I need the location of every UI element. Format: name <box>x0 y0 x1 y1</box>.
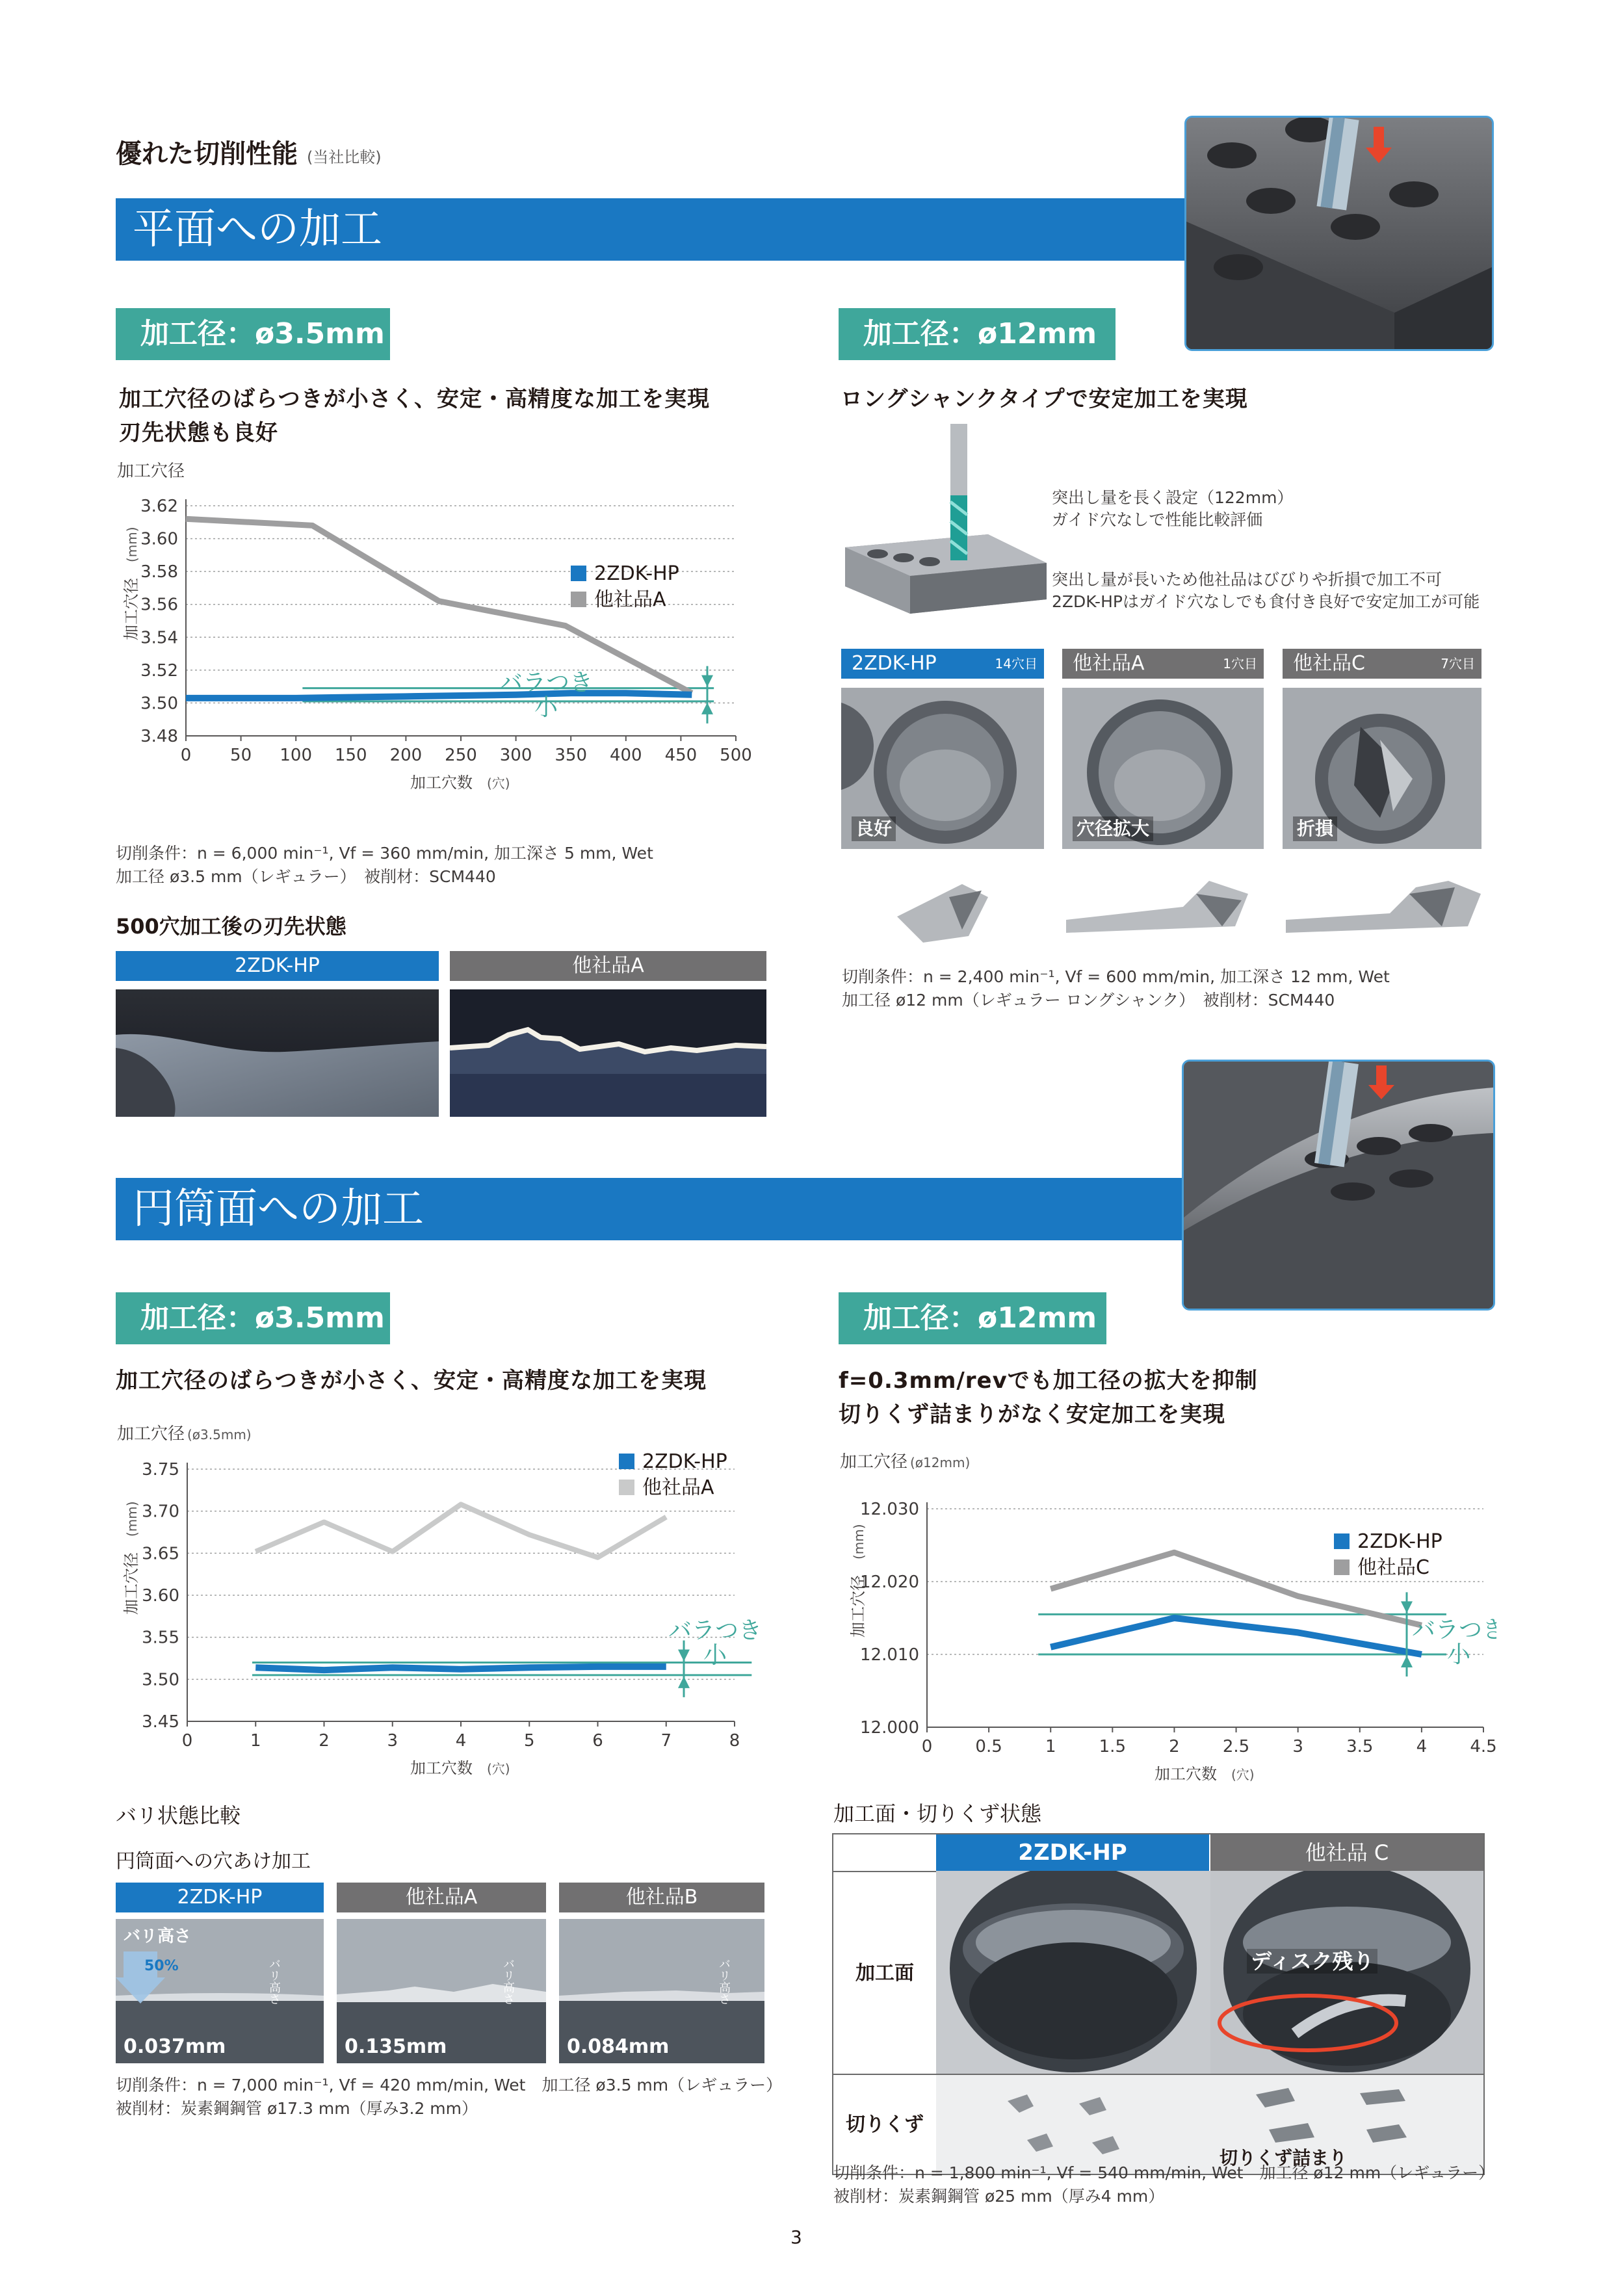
flat-small-cond-2: 加工径 ø3.5 mm（レギュラー） 被削材：SCM440 <box>116 867 496 886</box>
table-title: 加工面・切りくず状態 <box>833 1801 1042 1826</box>
page-title: 優れた切削性能 (当社比較) <box>116 139 382 169</box>
y-axis-unit: (mm) <box>124 527 140 562</box>
legend-swatch <box>1334 1559 1350 1575</box>
x-tick-label: 400 <box>609 746 642 765</box>
x-tick-label: 8 <box>729 1731 740 1751</box>
burr-header-other-a: 他社品A <box>337 1883 546 1912</box>
burr-value-other-b: 0.084mm <box>567 2035 670 2058</box>
tab-cyl-large: 加工径：ø12mm <box>839 1292 1106 1344</box>
legend-label: 2ZDK-HP <box>594 562 679 585</box>
x-axis-label: 加工穴数 <box>1155 1765 1217 1783</box>
table-corner <box>833 1834 936 1871</box>
y-tick-label: 3.60 <box>142 1586 179 1606</box>
cyl-small-chart-svg <box>111 1417 761 1781</box>
legend-swatch <box>1334 1533 1350 1549</box>
y-tick-label: 3.75 <box>142 1460 179 1480</box>
section-band-cylinder: 円筒面への加工 <box>116 1178 1188 1240</box>
burr-photo-other-b <box>559 1919 764 2063</box>
legend-label: 2ZDK-HP <box>642 1450 727 1473</box>
x-tick-label: 3.5 <box>1346 1737 1374 1756</box>
variation-arrow-head-bottom <box>1401 1656 1413 1667</box>
flat-small-cond-1: 切削条件：n = 6,000 min⁻¹, Vf = 360 mm/min, 加工深さ 5 mm, Wet <box>116 844 653 863</box>
cyl-large-cond-2: 被削材：炭素鋼鋼管 ø25 mm（厚み4 mm） <box>833 2187 1165 2206</box>
x-tick-label: 4 <box>455 1731 467 1751</box>
variation-arrow-head-top <box>701 675 713 687</box>
edge-header-2zdk: 2ZDK-HP <box>116 951 439 981</box>
x-axis-unit: (穴) <box>487 776 510 791</box>
y-tick-label: 12.000 <box>860 1718 919 1738</box>
y-tick-label: 3.55 <box>142 1628 179 1648</box>
y-tick-label: 3.54 <box>140 628 178 648</box>
legend-label: 他社品C <box>1357 1556 1429 1579</box>
burr-title: バリ状態比較 <box>116 1803 241 1828</box>
series-line-2ZDK-HP <box>255 1667 666 1670</box>
x-tick-label: 250 <box>445 746 477 765</box>
legend-label: 2ZDK-HP <box>1357 1530 1442 1553</box>
y-axis-label: 加工穴径 <box>122 1552 140 1615</box>
x-axis-label: 加工穴数 <box>410 1759 473 1777</box>
cyl-small-lead-1: 加工穴径のばらつきが小さく、安定・高精度な加工を実現 <box>116 1368 707 1394</box>
cyl-large-lead-2: 切りくず詰まりがなく安定加工を実現 <box>839 1402 1225 1428</box>
legend-label: 他社品A <box>642 1476 714 1499</box>
cyl-small-cond-1: 切削条件：n = 7,000 min⁻¹, Vf = 420 mm/min, Wet 加工径 ø3.5 mm（レギュラー） <box>116 2076 783 2094</box>
y-tick-label: 3.48 <box>140 727 178 746</box>
chart-title: 加工穴径 <box>840 1452 908 1472</box>
series-line-他社品A <box>255 1504 666 1557</box>
x-tick-label: 1.5 <box>1099 1737 1127 1756</box>
flat-large-lead-1: ロングシャンクタイプで安定加工を実現 <box>841 386 1248 412</box>
flat-large-note-1: 突出し量を長く設定（122mm） <box>1052 488 1294 507</box>
chip-jam-label: 切りくず詰まり <box>1220 2147 1348 2169</box>
y-axis-unit: (mm) <box>124 1501 140 1537</box>
legend-label: 他社品A <box>594 588 666 611</box>
legend-swatch <box>571 566 586 581</box>
variation-annotation-sub: 小 <box>703 1642 727 1669</box>
burr-reduction-pct: 50% <box>144 1958 179 1974</box>
x-tick-label: 6 <box>592 1731 603 1751</box>
x-tick-label: 200 <box>389 746 423 765</box>
result-table <box>832 1833 1485 2175</box>
disk-remaining-label: ディスク残り <box>1247 1949 1377 1974</box>
x-tick-label: 4.5 <box>1470 1737 1496 1756</box>
burr-value-2zdk: 0.037mm <box>124 2035 226 2058</box>
flat-large-note-4: 2ZDK-HPはガイド穴なしでも食付き良好で安定加工が可能 <box>1052 592 1480 611</box>
hole-photo-2zdk <box>841 688 1044 849</box>
x-axis-unit: (穴) <box>1231 1767 1255 1782</box>
y-axis-label: 加工穴径 <box>122 578 140 640</box>
burr-header-2zdk: 2ZDK-HP <box>116 1883 324 1912</box>
variation-annotation-sub: 小 <box>534 694 558 721</box>
x-axis-unit: (穴) <box>487 1761 510 1777</box>
x-tick-label: 2 <box>319 1731 330 1751</box>
table-header-2zdk: 2ZDK-HP <box>936 1834 1209 1871</box>
cyl-large-chart-svg <box>833 1446 1496 1784</box>
chart-title: 加工穴径 <box>117 1424 185 1444</box>
surface-photo-2zdk <box>936 1871 1210 2074</box>
x-tick-label: 350 <box>555 746 588 765</box>
y-tick-label: 3.45 <box>142 1712 179 1732</box>
hole-photo-other-a <box>1062 688 1264 849</box>
x-tick-label: 150 <box>334 746 367 765</box>
x-tick-label: 7 <box>660 1731 672 1751</box>
hole-photo-header-other-a: 他社品A 1穴目 <box>1062 649 1264 679</box>
hole-photo-header-other-c: 他社品C 7穴目 <box>1283 649 1481 679</box>
x-tick-label: 300 <box>499 746 532 765</box>
y-tick-label: 3.58 <box>140 562 178 582</box>
hole-photo-other-c <box>1283 688 1481 849</box>
edge-photo-other-a <box>450 989 766 1117</box>
hole-status-broken: 折損 <box>1293 816 1337 841</box>
cyl-large-lead-1: f=0.3mm/revでも加工径の拡大を抑制 <box>839 1368 1258 1394</box>
x-tick-label: 1 <box>250 1731 261 1751</box>
variation-annotation: バラつき <box>499 670 594 696</box>
x-tick-label: 5 <box>523 1731 535 1751</box>
tab-cyl-small: 加工径：ø3.5mm <box>116 1292 390 1344</box>
tab-flat-small: 加工径：ø3.5mm <box>116 308 390 360</box>
x-tick-label: 3 <box>387 1731 398 1751</box>
y-tick-label: 3.65 <box>142 1544 179 1564</box>
y-tick-label: 3.56 <box>140 595 178 615</box>
flat-small-chart-svg <box>111 455 761 845</box>
flat-small-lead-1: 加工穴径のばらつきが小さく、安定・高精度な加工を実現 <box>119 386 710 412</box>
row-label-surface: 加工面 <box>833 1871 936 2074</box>
page-number: 3 <box>790 2226 802 2248</box>
drill-tip-other-c <box>1286 868 1481 939</box>
drill-tip-2zdk <box>884 871 1001 943</box>
long-shank-illustration <box>839 424 1053 619</box>
hole-status-enlarged: 穴径拡大 <box>1073 816 1153 841</box>
cylinder-drill-illustration <box>1182 1060 1495 1311</box>
flat-drill-illustration <box>1184 116 1494 351</box>
variation-arrow-head-top <box>1401 1601 1413 1613</box>
y-tick-label: 12.030 <box>860 1500 919 1519</box>
variation-annotation: バラつき <box>1411 1617 1496 1643</box>
legend-swatch <box>571 592 586 607</box>
flat-large-cond-1: 切削条件：n = 2,400 min⁻¹, Vf = 600 mm/min, 加工深さ 12 mm, Wet <box>842 967 1390 986</box>
drill-tip-other-a <box>1066 868 1261 939</box>
y-tick-label: 12.020 <box>860 1572 919 1592</box>
y-tick-label: 3.60 <box>140 529 178 549</box>
y-axis-label: 加工穴径 <box>849 1575 867 1637</box>
edge-header-other-a: 他社品A <box>450 951 766 981</box>
cyl-large-cond-1: 切削条件：n = 1,800 min⁻¹, Vf = 540 mm/min, Wet 加工径 ø12 mm（レギュラー） <box>833 2163 1495 2182</box>
x-tick-label: 3 <box>1292 1737 1303 1756</box>
legend-swatch <box>619 1454 634 1469</box>
table-header-other-c: 他社品 C <box>1210 1834 1483 1871</box>
cyl-small-cond-2: 被削材：炭素鋼鋼管 ø17.3 mm（厚み3.2 mm） <box>116 2099 478 2118</box>
legend-swatch <box>619 1480 634 1495</box>
series-line-2ZDK-HP <box>1050 1618 1422 1654</box>
y-axis-unit: (mm) <box>851 1524 867 1559</box>
hole-status-good: 良好 <box>852 816 896 841</box>
surface-photo-other-c <box>1210 1871 1483 2074</box>
y-tick-label: 3.70 <box>142 1502 179 1522</box>
burr-mark-2zdk: バリ高さ <box>267 1958 281 2005</box>
burr-value-other-a: 0.135mm <box>345 2035 447 2058</box>
flat-large-note-2: ガイド穴なしで性能比較評価 <box>1052 510 1263 529</box>
x-tick-label: 100 <box>280 746 313 765</box>
variation-annotation: バラつき <box>668 1617 761 1644</box>
edge-title: 500穴加工後の刃先状態 <box>116 914 346 939</box>
y-tick-label: 3.62 <box>140 497 178 516</box>
tab-flat-large: 加工径：ø12mm <box>839 308 1116 360</box>
y-tick-label: 12.010 <box>860 1645 919 1665</box>
y-tick-label: 3.50 <box>140 694 178 714</box>
row-label-chips: 切りくず <box>833 2074 936 2174</box>
cyl-large-chart <box>833 1446 1496 1784</box>
y-tick-label: 3.50 <box>142 1670 179 1690</box>
x-tick-label: 0 <box>921 1737 933 1756</box>
burr-photo-other-a <box>337 1919 546 2063</box>
x-tick-label: 2 <box>1169 1737 1180 1756</box>
flat-small-chart <box>111 455 761 845</box>
chips-photo-2zdk <box>936 2074 1210 2174</box>
x-axis-label: 加工穴数 <box>410 774 473 792</box>
chart-title-note: (ø3.5mm) <box>187 1427 252 1442</box>
series-line-2ZDK-HP <box>186 693 692 698</box>
edge-photo-2zdk <box>116 989 439 1117</box>
x-tick-label: 1 <box>1045 1737 1056 1756</box>
variation-arrow-head-top <box>678 1649 690 1661</box>
y-tick-label: 3.52 <box>140 660 178 681</box>
hole-photo-header-2zdk: 2ZDK-HP 14穴目 <box>841 649 1044 679</box>
burr-height-label: バリ高さ <box>124 1927 192 1946</box>
x-tick-label: 500 <box>720 746 752 765</box>
x-tick-label: 450 <box>664 746 698 765</box>
x-tick-label: 2.5 <box>1222 1737 1250 1756</box>
burr-photo-2zdk <box>116 1919 324 2063</box>
variation-arrow-head-bottom <box>701 703 713 714</box>
page-title-note: (当社比較) <box>306 148 382 166</box>
variation-arrow-head-bottom <box>678 1676 690 1688</box>
x-tick-label: 4 <box>1416 1737 1428 1756</box>
burr-header-other-b: 他社品B <box>559 1883 764 1912</box>
burr-subtitle: 円筒面への穴あけ加工 <box>116 1850 311 1873</box>
burr-mark-other-a: バリ高さ <box>501 1958 515 2005</box>
flat-large-cond-2: 加工径 ø12 mm（レギュラー ロングシャンク） 被削材：SCM440 <box>842 991 1335 1010</box>
section-band-flat: 平面への加工 <box>116 198 1188 261</box>
flat-small-lead-2: 刃先状態も良好 <box>119 420 278 446</box>
x-tick-label: 0 <box>181 1731 193 1751</box>
burr-mark-other-b: バリ高さ <box>717 1958 731 2005</box>
chart-title-note: (ø12mm) <box>910 1455 971 1470</box>
cyl-small-chart <box>111 1417 761 1781</box>
x-tick-label: 0 <box>180 746 192 765</box>
chips-photo-other-c <box>1210 2074 1483 2174</box>
chart-title: 加工穴径 <box>117 462 185 481</box>
x-tick-label: 50 <box>230 746 252 765</box>
x-tick-label: 0.5 <box>975 1737 1002 1756</box>
flat-large-note-3: 突出し量が長いため他社品はびびりや折損で加工不可 <box>1052 570 1442 589</box>
variation-annotation-sub: 小 <box>1446 1641 1471 1668</box>
